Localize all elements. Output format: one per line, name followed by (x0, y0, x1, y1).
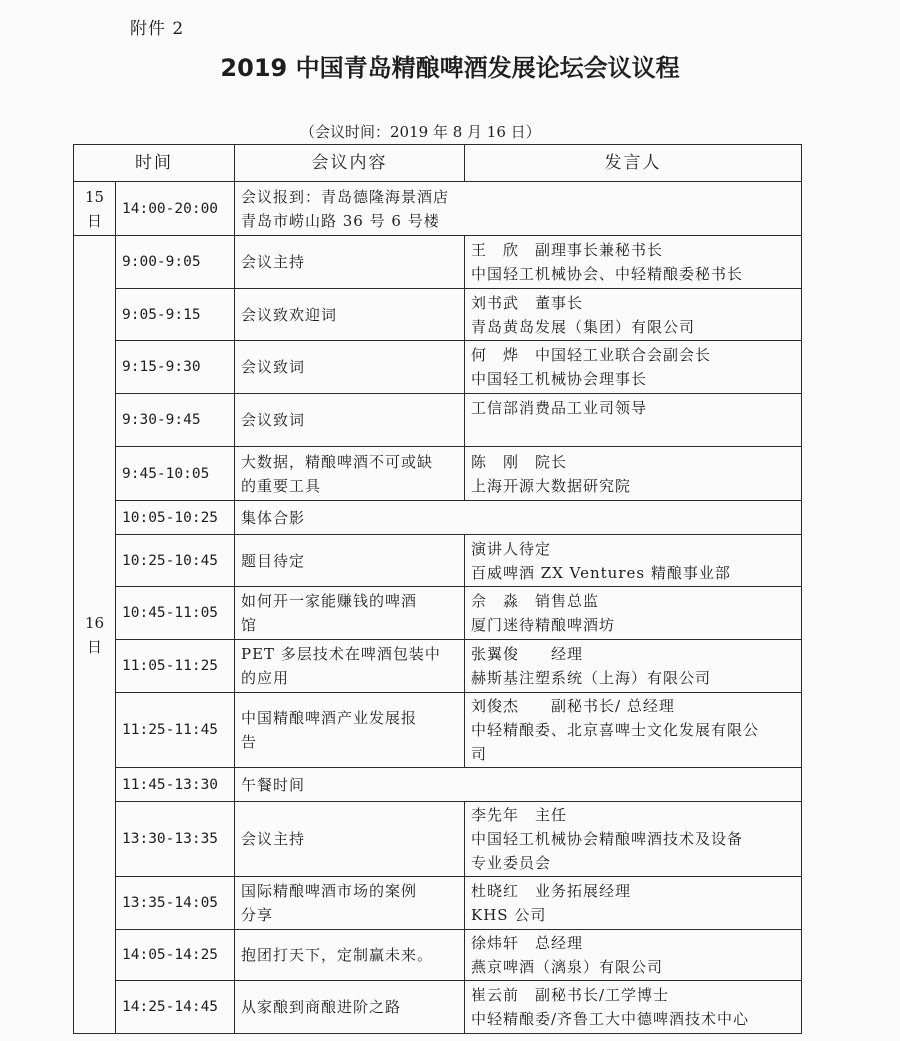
content-line: 午餐时间 (241, 775, 306, 794)
time-cell: 11:45-13:30 (116, 768, 235, 802)
time-cell: 14:00-20:00 (116, 182, 235, 236)
speaker-line: 专业委员会 (471, 854, 552, 872)
table-row (74, 981, 802, 1034)
content-line: 大数据，精酿啤酒不可或缺 (241, 452, 434, 471)
speaker-line: 厦门迷待精酿啤酒坊 (471, 616, 616, 634)
header-time: 时间 (74, 145, 235, 182)
day-number: 15 (84, 187, 105, 206)
content-cell (235, 341, 465, 394)
speaker-line: 工信部消费品工业司领导 (471, 399, 648, 417)
speaker-line: 中国轻工机械协会理事长 (471, 370, 648, 388)
table-row (74, 802, 802, 877)
table-row (74, 236, 802, 289)
agenda-table (73, 144, 802, 1034)
content-line: 会议致欢迎词 (241, 305, 338, 324)
time-cell: 13:30-13:35 (116, 802, 235, 877)
content-cell (235, 447, 465, 501)
content-cell (235, 693, 465, 768)
speaker-line: 百威啤酒 ZX Ventures 精酿事业部 (471, 563, 731, 582)
speaker-cell (465, 447, 802, 501)
content-line: 会议报到：青岛德隆海景酒店 (241, 187, 450, 206)
speaker-line: 李先年 主任 (471, 806, 568, 824)
time-cell: 9:00-9:05 (116, 236, 235, 289)
speaker-cell (465, 289, 802, 341)
table-header-row (74, 145, 802, 182)
time-cell: 11:25-11:45 (116, 693, 235, 768)
content-line: 中国精酿啤酒产业发展报 (241, 709, 418, 727)
time-cell: 9:15-9:30 (116, 341, 235, 394)
speaker-cell (465, 693, 802, 768)
content-line: 从家酿到商酿进阶之路 (241, 998, 402, 1016)
speaker-line: 崔云前 副秘书长/工学博士 (471, 986, 670, 1004)
page-title: 2019 中国青岛精酿啤酒发展论坛会议议程 (220, 54, 680, 82)
speaker-cell (465, 535, 802, 587)
speaker-line: 上海开源大数据研究院 (471, 476, 632, 495)
content-line: 告 (241, 733, 258, 751)
content-line: 会议致词 (241, 358, 306, 376)
speaker-line: 刘书武 董事长 (471, 293, 584, 312)
speaker-line: 王 欣 副理事长兼秘书长 (471, 241, 664, 259)
time-cell: 10:05-10:25 (116, 501, 235, 535)
time-cell: 13:35-14:05 (116, 877, 235, 930)
time-cell: 10:45-11:05 (116, 587, 235, 640)
meeting-time: （会议时间：2019 年 8 月 16 日） (300, 123, 541, 141)
content-cell (235, 535, 465, 587)
content-cell (235, 981, 465, 1034)
table-row (74, 693, 802, 768)
time-cell: 9:05-9:15 (116, 289, 235, 341)
speaker-cell (465, 587, 802, 640)
speaker-line: 演讲人待定 (471, 539, 552, 558)
content-cell (235, 768, 802, 802)
speaker-line: 张翼俊 经理 (471, 645, 584, 663)
speaker-cell (465, 341, 802, 394)
header-speaker: 发言人 (465, 145, 802, 182)
speaker-line: 佘 淼 销售总监 (471, 592, 600, 610)
time-cell: 9:45-10:05 (116, 447, 235, 501)
table-row (74, 640, 802, 693)
speaker-cell (465, 877, 802, 930)
content-line: 青岛市崂山路 36 号 6 号楼 (241, 211, 440, 230)
time-cell: 11:05-11:25 (116, 640, 235, 693)
time-cell: 9:30-9:45 (116, 394, 235, 447)
content-cell (235, 930, 465, 981)
table-row (74, 768, 802, 802)
header-content: 会议内容 (235, 145, 465, 182)
speaker-cell (465, 981, 802, 1034)
day-suffix: 日 (86, 211, 102, 230)
attachment-label: 附件 2 (130, 19, 185, 39)
time-cell: 14:25-14:45 (116, 981, 235, 1034)
speaker-cell (465, 930, 802, 981)
time-cell: 14:05-14:25 (116, 930, 235, 981)
content-line: 国际精酿啤酒市场的案例 (241, 882, 418, 900)
speaker-line: 陈 刚 院长 (471, 452, 568, 471)
content-cell (235, 289, 465, 341)
speaker-line: 中轻精酿委/齐鲁工大中德啤酒技术中心 (471, 1010, 750, 1028)
table-row (74, 587, 802, 640)
content-line: 题目待定 (241, 551, 306, 570)
speaker-cell (465, 394, 802, 447)
speaker-cell (465, 640, 802, 693)
table-row (74, 447, 802, 501)
table-row (74, 341, 802, 394)
content-cell (235, 587, 465, 640)
speaker-line: 杜晓红 业务拓展经理 (471, 882, 632, 900)
content-line: 的应用 (241, 669, 290, 687)
day-15-cell (74, 182, 116, 236)
speaker-line: 徐炜轩 总经理 (471, 934, 584, 952)
content-cell (235, 640, 465, 693)
speaker-line: 中国轻工机械协会精酿啤酒技术及设备 (471, 830, 744, 848)
table-row (74, 930, 802, 981)
content-line: 馆 (241, 616, 258, 634)
speaker-line: 燕京啤酒（漓泉）有限公司 (471, 958, 664, 976)
speaker-line: 中轻精酿委、北京喜啤士文化发展有限公 (471, 721, 760, 739)
content-cell (235, 802, 465, 877)
day-16-cell (74, 236, 116, 1034)
content-cell (235, 394, 465, 447)
speaker-line: 刘俊杰 副秘书长/ 总经理 (471, 697, 675, 715)
speaker-cell (465, 236, 802, 289)
content-line: 会议主持 (241, 253, 306, 271)
content-line: 抱团打天下，定制赢未来。 (241, 946, 434, 964)
content-cell (235, 501, 802, 535)
content-line: 分享 (241, 906, 274, 924)
speaker-line: KHS 公司 (471, 906, 547, 924)
content-line: PET 多层技术在啤酒包装中 (241, 645, 441, 663)
speaker-line (471, 420, 795, 444)
content-line: 集体合影 (241, 508, 306, 527)
content-line: 会议主持 (241, 830, 306, 848)
content-line: 会议致词 (241, 411, 306, 429)
content-cell (235, 182, 802, 236)
table-row (74, 501, 802, 535)
speaker-line: 何 烨 中国轻工业联合会副会长 (471, 346, 712, 364)
time-cell: 10:25-10:45 (116, 535, 235, 587)
content-line: 的重要工具 (241, 476, 322, 495)
speaker-line: 司 (471, 745, 488, 763)
day-number: 16 (84, 613, 105, 632)
table-row (74, 182, 802, 236)
table-row (74, 289, 802, 341)
speaker-cell (465, 802, 802, 877)
table-row (74, 877, 802, 930)
content-cell (235, 877, 465, 930)
table-row (74, 394, 802, 447)
speaker-line: 青岛黄岛发展（集团）有限公司 (471, 317, 696, 336)
speaker-line: 赫斯基注塑系统（上海）有限公司 (471, 669, 712, 687)
day-suffix: 日 (86, 637, 102, 656)
speaker-line: 中国轻工机械协会、中轻精酿委秘书长 (471, 265, 744, 283)
content-cell (235, 236, 465, 289)
table-row (74, 535, 802, 587)
content-line: 如何开一家能赚钱的啤酒 (241, 592, 418, 610)
